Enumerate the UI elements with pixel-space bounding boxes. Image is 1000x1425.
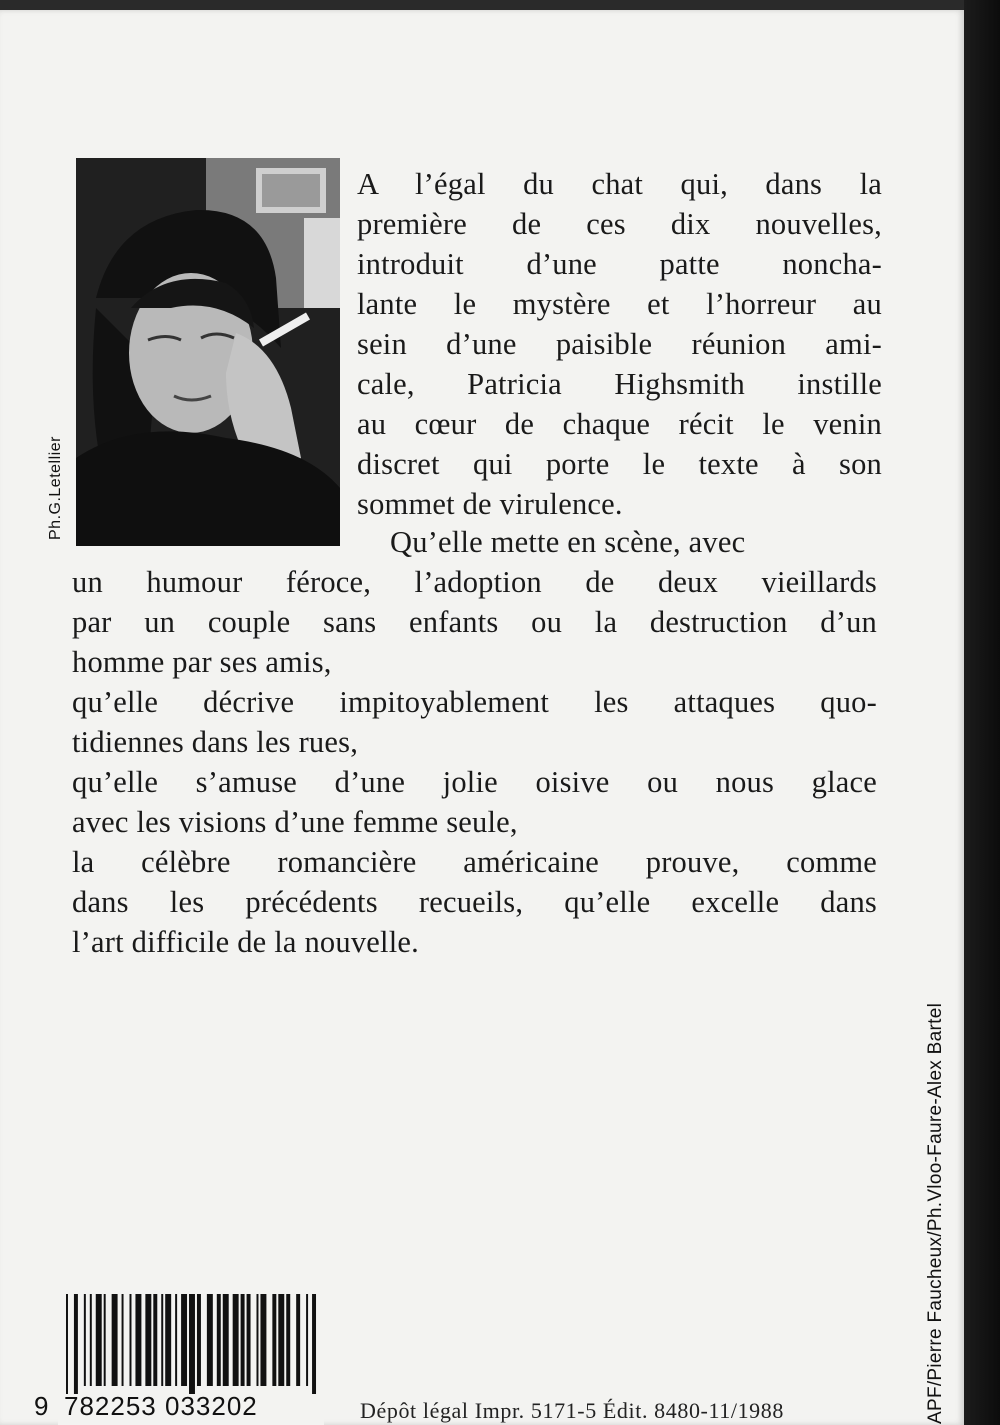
barcode-bar [84,1294,86,1386]
blurb-line: introduit d’une patte noncha- [357,247,882,281]
barcode-bar [189,1294,195,1394]
barcode-bar [74,1294,78,1394]
barcode-bar [135,1294,141,1386]
blurb-line: au cœur de chaque récit le venin [357,407,882,441]
barcode-bar [260,1294,266,1386]
blurb-line: un humour féroce, l’adoption de deux vieillards [72,565,877,599]
blurb-line: lante le mystère et l’horreur au [357,287,882,321]
barcode-bar [256,1294,258,1386]
blurb-line: avec les visions d’une femme seule, [72,805,518,839]
legal-deposit-notice: Dépôt légal Impr. 5171-5 Édit. 8480-11/1988 [360,1398,784,1423]
barcode-bar [217,1294,221,1386]
barcode-bar [175,1294,177,1386]
barcode-bar [247,1294,251,1386]
blurb-top-paragraph [357,164,882,524]
blurb-line: la célèbre romancière américaine prouve, comme [72,845,877,879]
barcode-bar [272,1294,276,1386]
blurb-line: l’art difficile de la nouvelle. [72,925,419,959]
barcode-bar [153,1294,157,1386]
photo-credit: Ph.G.Letellier [47,436,64,540]
cover-design-credit: APF/Pierre Faucheux/Ph.Vloo-Faure-Alex Bartel [925,1002,946,1424]
blurb-line: qu’elle décrive impitoyablement les attaques quo- [72,685,877,719]
barcode-bars [66,1294,318,1394]
author-photo [76,158,340,546]
barcode-bar [145,1294,151,1386]
blurb-line: discret qui porte le texte à son [357,447,882,481]
barcode-bar [286,1294,290,1386]
blurb-line: sommet de virulence. [357,487,623,521]
barcode-bar [223,1294,229,1386]
barcode-bar [241,1294,245,1386]
blurb-line: A l’égal du chat qui, dans la [357,167,882,201]
blurb-line: première de ces dix nouvelles, [357,207,882,241]
barcode-bar [90,1294,92,1386]
blurb-line: cale, Patricia Highsmith instille [357,367,882,401]
blurb-main-paragraph [72,522,877,962]
blurb-line: par un couple sans enfants ou la destruction d’un [72,605,877,639]
barcode-bar [161,1294,163,1386]
barcode-bar [96,1294,102,1386]
blurb-line: dans les précédents recueils, qu’elle excelle dans [72,885,877,919]
blurb-line: tidiennes dans les rues, [72,725,359,759]
blurb-line: homme par ses amis, [72,645,332,679]
scan-right-edge [964,0,1000,1425]
barcode-bar [296,1294,300,1386]
barcode-bar [278,1294,284,1386]
barcode-bar [130,1294,132,1386]
barcode-digits: 782253 033202 [64,1391,258,1421]
barcode-bar [306,1294,308,1386]
barcode-bar [207,1294,213,1386]
barcode-bar [112,1294,118,1386]
barcode-bar [165,1294,171,1386]
barcode-bar [312,1294,316,1394]
blurb-line: sein d’une paisible réunion ami- [357,327,882,361]
barcode-bar [197,1294,201,1386]
scan-top-edge [0,0,1000,10]
barcode-bar [233,1294,239,1386]
blurb-line: Qu’elle mette en scène, avec [390,525,746,559]
barcode-bar [66,1294,68,1394]
barcode-bar [122,1294,124,1386]
blurb-line: qu’elle s’amuse d’une jolie oisive ou nous glace [72,765,877,799]
barcode-first-digit: 9 [34,1391,49,1421]
barcode-bar [181,1294,187,1386]
barcode-bar [104,1294,106,1386]
